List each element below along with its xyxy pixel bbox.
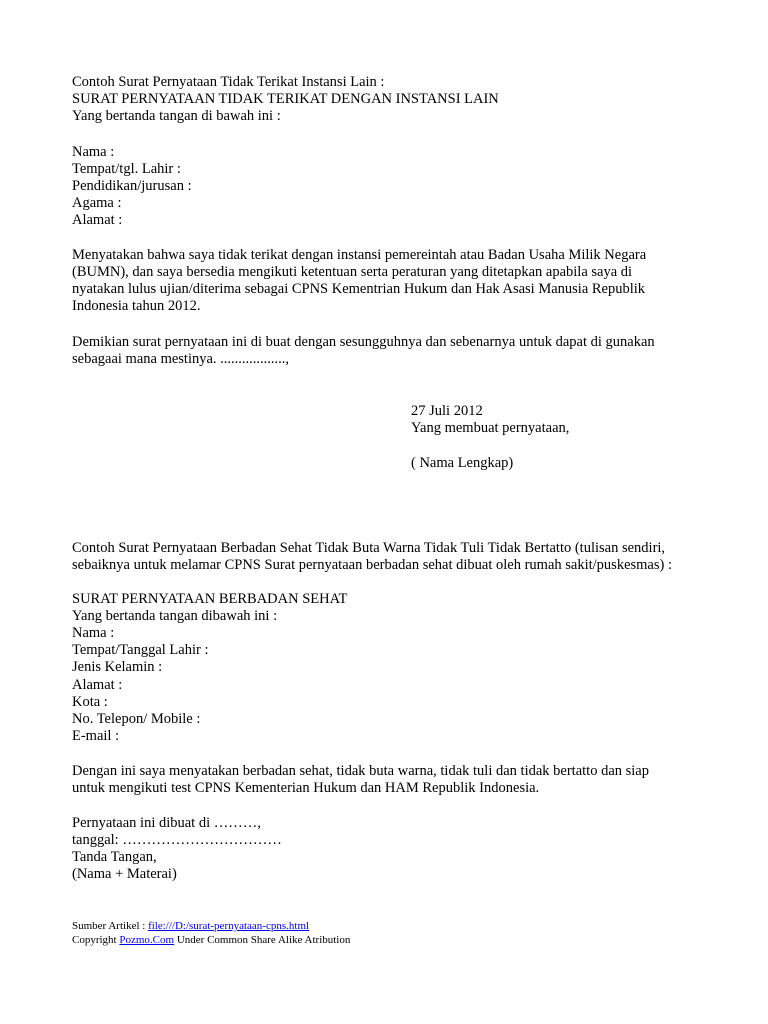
letter1-date: 27 Juli 2012 (411, 403, 483, 419)
letter1-body-line: Menyatakan bahwa saya tidak terikat dengan instansi pemereintah atau Badan Usaha Milik Negara (72, 247, 647, 263)
letter1-field-pendidikan: Pendidikan/jurusan : (72, 178, 192, 194)
letter1-field-alamat: Alamat : (72, 212, 123, 228)
letter2-field-alamat: Alamat : (72, 677, 123, 693)
letter2-name-stamp: (Nama + Materai) (72, 866, 177, 882)
letter1-signer: Yang membuat pernyataan, (411, 420, 570, 436)
letter2-field-kota: Kota : (72, 694, 108, 710)
letter2-field-ttl: Tempat/Tanggal Lahir : (72, 642, 209, 658)
letter2-field-jenis-kelamin: Jenis Kelamin : (72, 659, 163, 675)
footer-source (72, 920, 309, 933)
letter2-sign: Tanda Tangan, (72, 849, 157, 865)
letter2-body-line: untuk mengikuti test CPNS Kementerian Hukum dan HAM Republik Indonesia. (72, 780, 540, 796)
letter1-body-line: (BUMN), dan saya bersedia mengikuti ketentuan serta peraturan yang ditetapkan apabila saya di (72, 264, 633, 280)
letter2-intro-line: sebaiknya untuk melamar CPNS Surat pernyataan berbadan sehat dibuat oleh rumah sakit/puskesmas) : (72, 557, 672, 573)
letter1-name: ( Nama Lengkap) (411, 455, 514, 471)
letter1-body-line: nyatakan lulus ujian/diterima sebagai CPNS Kementrian Hukum dan Hak Asasi Manusia Republik (72, 281, 646, 297)
letter2-field-nama: Nama : (72, 625, 115, 641)
letter1-closing-line: sebagaai mana mestinya. .................., (72, 351, 290, 367)
letter2-undersigned: Yang bertanda tangan dibawah ini : (72, 608, 278, 624)
letter1-intro: Contoh Surat Pernyataan Tidak Terikat Instansi Lain : (72, 74, 385, 90)
footer-source-label: Sumber Artikel : (72, 920, 149, 932)
letter2-date-line: tanggal: …………………………… (72, 832, 282, 848)
letter1-field-agama: Agama : (72, 195, 122, 211)
letter2-intro-line: Contoh Surat Pernyataan Berbadan Sehat Tidak Buta Warna Tidak Tuli Tidak Bertatto (tulisan sendiri, (72, 540, 666, 556)
footer-copyright (72, 934, 350, 947)
letter2-field-email: E-mail : (72, 728, 120, 744)
letter2-place: Pernyataan ini dibuat di ………, (72, 815, 261, 831)
source-link[interactable]: file:///D:/surat-pernyataan-cpns.html (148, 920, 310, 932)
letter2-field-telepon: No. Telepon/ Mobile : (72, 711, 201, 727)
letter1-body-line: Indonesia tahun 2012. (72, 298, 201, 314)
footer-license: Under Common Share Alike Atribution (174, 934, 351, 946)
letter2-title: SURAT PERNYATAAN BERBADAN SEHAT (72, 591, 348, 607)
letter1-closing-line: Demikian surat pernyataan ini di buat dengan sesungguhnya dan sebenarnya untuk dapat di gunakan (72, 334, 655, 350)
letter1-field-nama: Nama : (72, 144, 115, 160)
footer-copyright-label: Copyright (72, 934, 120, 946)
letter1-title: SURAT PERNYATAAN TIDAK TERIKAT DENGAN INSTANSI LAIN (72, 91, 499, 107)
copyright-link[interactable]: Pozmo.Com (119, 934, 175, 946)
letter2-body-line: Dengan ini saya menyatakan berbadan sehat, tidak buta warna, tidak tuli dan tidak bertatto dan siap (72, 763, 649, 779)
letter1-field-ttl: Tempat/tgl. Lahir : (72, 161, 181, 177)
letter1-undersigned: Yang bertanda tangan di bawah ini : (72, 108, 281, 124)
